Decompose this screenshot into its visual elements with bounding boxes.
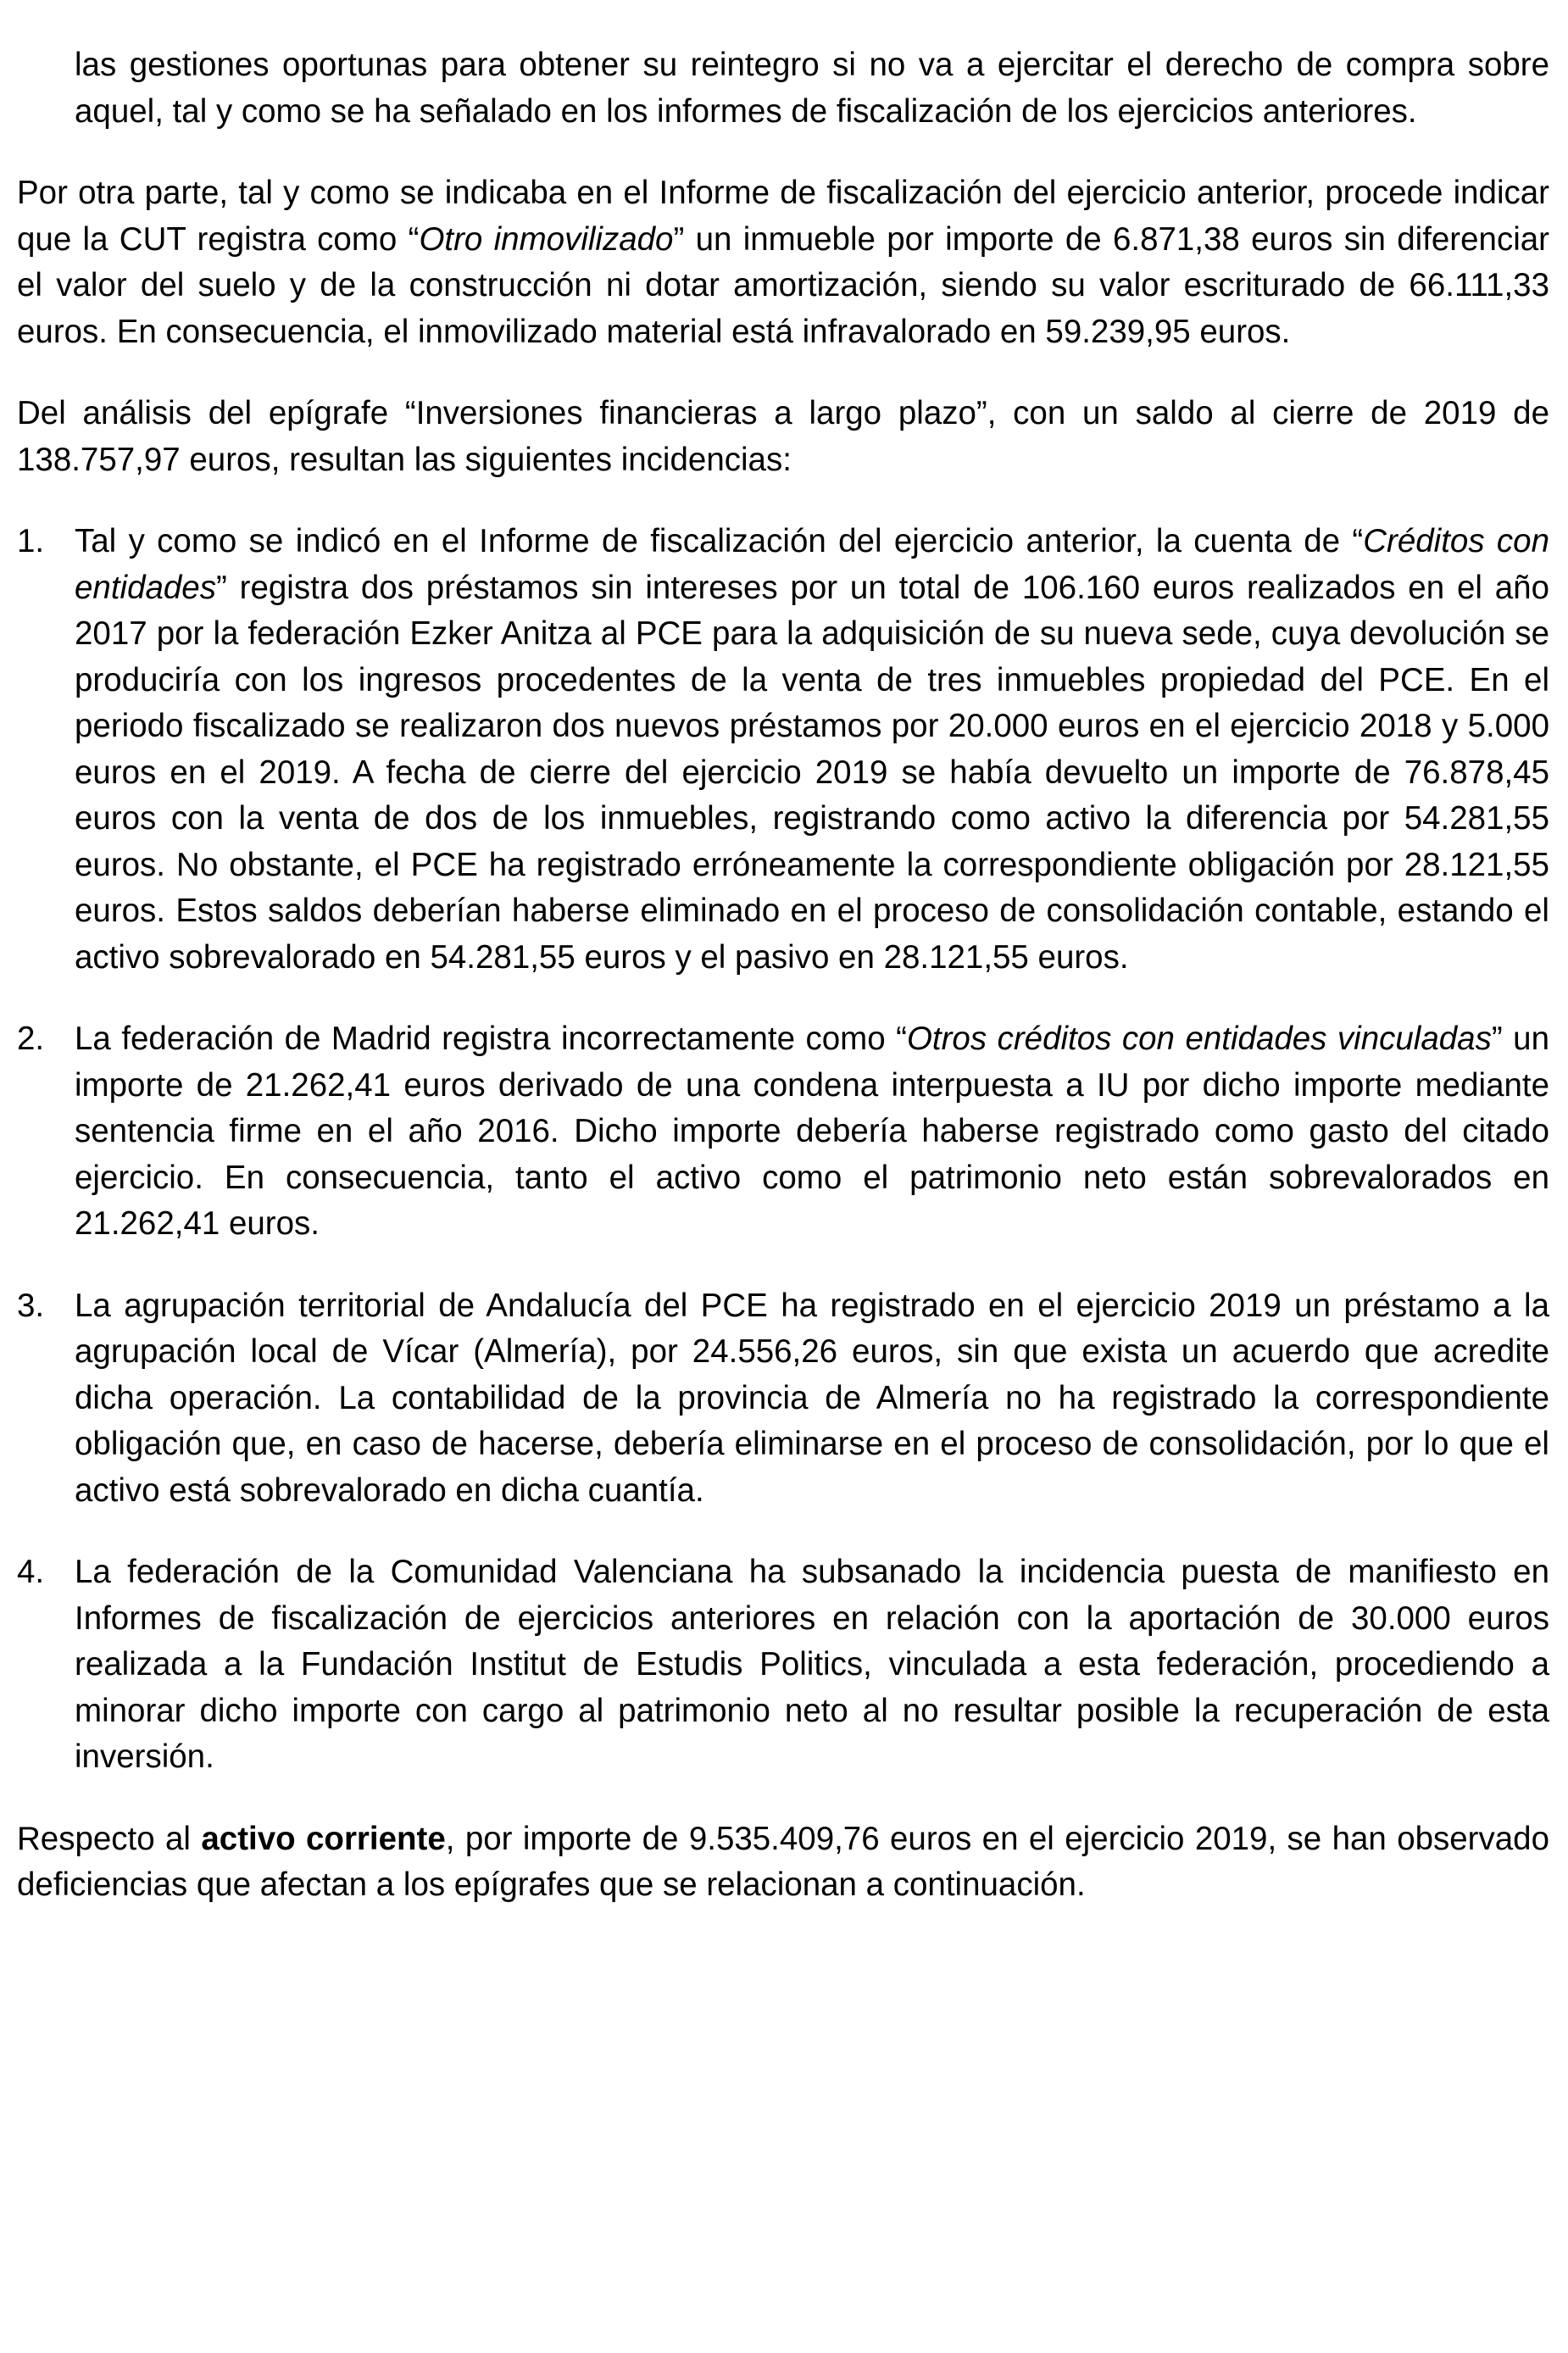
text-run: Por otra parte, tal y como se indicaba en el Informe de fiscalización del ejercicio anterior, procede indicar que la CUT registra como “ [17,175,1549,258]
list-item-3 [17,1283,1549,1515]
list-item-2 [17,1016,1549,1248]
text-run: Respecto al [17,1820,202,1857]
document-page [17,42,1549,1944]
emphasis-creditos-con-entidades: Créditos con entidades [75,523,1549,606]
text-run: ” un importe de 21.262,41 euros derivado de una condena interpuesta a IU por dicho importe mediante sentencia firme en el año 2016. Dicho importe debería haberse registrado como gasto del citado ejercicio. En consecuencia, tanto el activo como el patrimonio neto están sobrevalorados en 21.262,41 euros. [75,1021,1549,1242]
list-item-number: 4. [17,1554,45,1590]
paragraph-activo-corriente [17,1816,1549,1909]
text-run: , por importe de 9.535.409,76 euros en el ejercicio 2019, se han observado deficiencias que afectan a los epígrafes que se relacionan a continuación. [17,1820,1549,1903]
bold-activo-corriente: activo corriente [201,1820,446,1857]
paragraph-inversiones-financieras: Del análisis del epígrafe “Inversiones financieras a largo plazo”, con un saldo al cierre de 2019 de 138.757,97 euros, resultan las siguientes incidencias: [17,395,1549,478]
list-item-4 [17,1549,1549,1781]
text-run: ” registra dos préstamos sin intereses por un total de 106.160 euros realizados en el año 2017 por la federación Ezker Anitza al PCE para la adquisición de su nueva sede, cuya devolución se produciría con los ingresos procedentes de la venta de tres inmuebles propiedad del PCE. En el periodo fiscalizado se realizaron dos nuevos préstamos por 20.000 euros en el ejercicio 2018 y 5.000 euros en el 2019. A fecha de cierre del ejercicio 2019 se había devuelto un importe de 76.878,45 euros con la venta de dos de los inmuebles, registrando como activo la diferencia por 54.281,55 euros. No obstante, el PCE ha registrado erróneamente la correspondiente obligación por 28.121,55 euros. Estos saldos deberían haberse eliminado en el proceso de consolidación contable, estando el activo sobrevalorado en 54.281,55 euros y el pasivo en 28.121,55 euros. [75,569,1549,976]
list-item-text: La federación de la Comunidad Valenciana ha subsanado la incidencia puesta de manifiesto en Informes de fiscalización de ejercicios anteriores en relación con la aportación de 30.000 euros realizada a la Fundación Institut de Estudis Politics, vinculada a esta federación, procediendo a minorar dicho importe con cargo al patrimonio neto al no resultar posible la recuperación de esta inversión. [75,1554,1549,1775]
paragraph-otro-inmovilizado [17,170,1549,355]
list-item-text: La agrupación territorial de Andalucía del PCE ha registrado en el ejercicio 2019 un préstamo a la agrupación local de Vícar (Almería), por 24.556,26 euros, sin que exista un acuerdo que acredite dicha operación. La contabilidad de la provincia de Almería no ha registrado la correspondiente obligación que, en caso de hacerse, debería eliminarse en el proceso de consolidación, por lo que el activo está sobrevalorado en dicha cuantía. [75,1287,1549,1509]
list-item-1 [17,519,1549,981]
list-item-number: 3. [17,1287,45,1324]
list-item-number: 2. [17,1021,45,1057]
paragraph-continuation: las gestiones oportunas para obtener su reintegro si no va a ejercitar el derecho de compra sobre aquel, tal y como se ha señalado en los informes de fiscalización de los ejercicios anteriores. [75,47,1549,130]
emphasis-otro-inmovilizado: Otro inmovilizado [419,220,674,258]
text-run: ” un inmueble por importe de 6.871,38 euros sin diferenciar el valor del suelo y de la construcción ni dotar amortización, siendo su valor escriturado de 66.111,33 euros. En consecuencia, el inmovilizado material está infravalorado en 59.239,95 euros. [17,220,1549,350]
list-item-number: 1. [17,523,45,559]
text-run: Tal y como se indicó en el Informe de fiscalización del ejercicio anterior, la cuenta de “ [75,523,1364,559]
emphasis-otros-creditos: Otros créditos con entidades vinculadas [906,1021,1492,1057]
text-run: La federación de Madrid registra incorrectamente como “ [75,1021,907,1057]
